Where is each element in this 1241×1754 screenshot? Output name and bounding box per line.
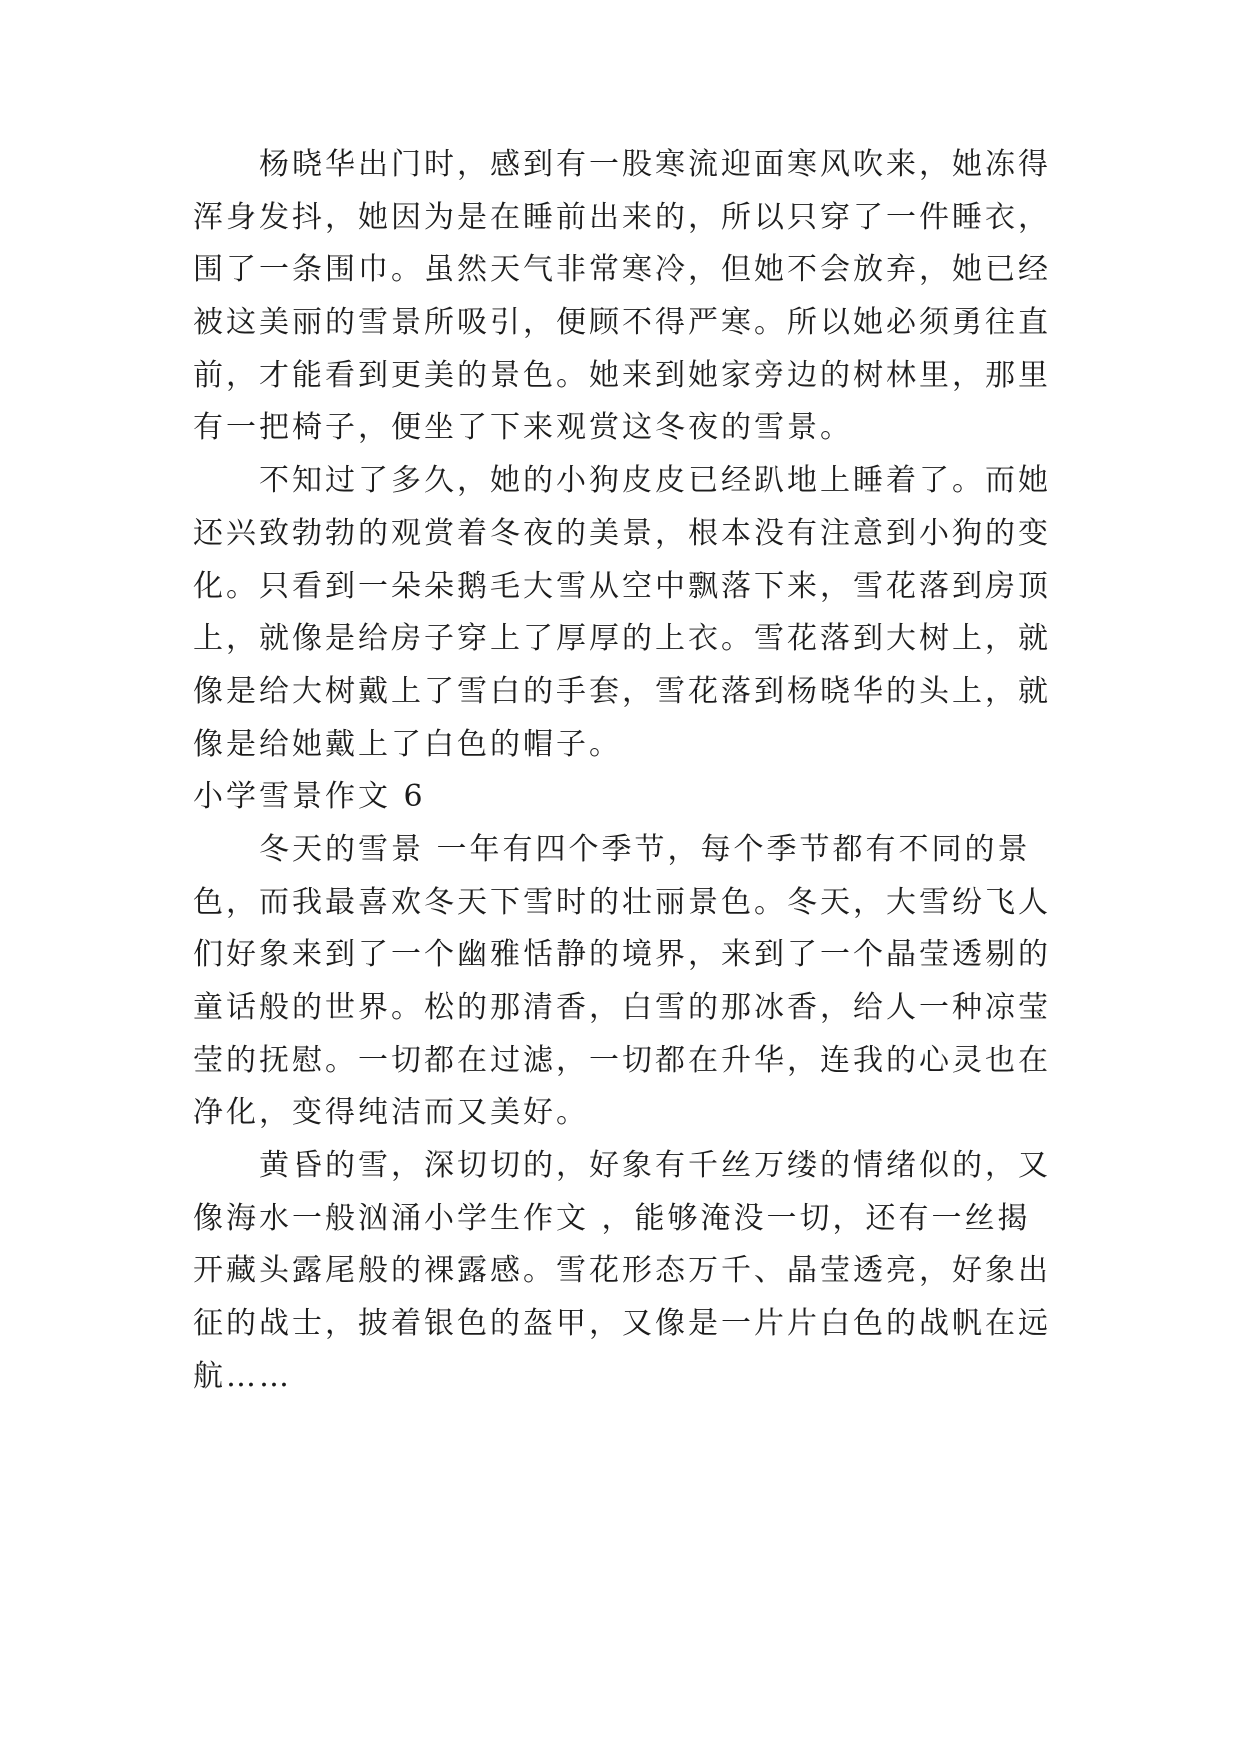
text-line: 莹的抚慰。一切都在过滤，一切都在升华，连我的心灵也在 <box>193 1042 1051 1078</box>
text-line: 色，而我最喜欢冬天下雪时的壮丽景色。冬天，大雪纷飞人 <box>193 884 1051 920</box>
text-line: 像海水一般汹涌小学生作文 ，能够淹没一切，还有一丝揭 <box>193 1200 1031 1236</box>
paragraph <box>193 1140 1073 1403</box>
text-line: 净化，变得纯洁而又美好。 <box>193 1095 589 1131</box>
text-line: 开藏头露尾般的裸露感。雪花形态万千、晶莹透亮，好象出 <box>193 1253 1051 1289</box>
text-line: 还兴致勃勃的观赏着冬夜的美景，根本没有注意到小狗的变 <box>193 515 1051 551</box>
text-line: 浑身发抖，她因为是在睡前出来的，所以只穿了一件睡衣， <box>193 199 1051 235</box>
text-line: 围了一条围巾。虽然天气非常寒冷，但她不会放弃，她已经 <box>193 252 1051 288</box>
text-line: 童话般的世界。松的那清香，白雪的那冰香，给人一种凉莹 <box>193 990 1051 1025</box>
text-line: 前，才能看到更美的景色。她来到她家旁边的树林里，那里 <box>193 357 1051 393</box>
text-line: 被这美丽的雪景所吸引，便顾不得严寒。所以她必须勇往直 <box>193 305 1051 341</box>
text-line: 杨晓华出门时，感到有一股寒流迎面寒风吹来，她冻得 <box>259 147 1051 182</box>
text-line: 有一把椅子，便坐了下来观赏这冬夜的雪景。 <box>193 410 853 446</box>
paragraph <box>193 824 1073 1140</box>
text-line: 上，就像是给房子穿上了厚厚的上衣。雪花落到大树上，就 <box>193 621 1051 657</box>
document-body <box>193 139 1073 1404</box>
section-heading <box>193 771 1073 824</box>
text-line: 们好象来到了一个幽雅恬静的境界，来到了一个晶莹透剔的 <box>193 937 1051 973</box>
paragraph <box>193 455 1073 771</box>
text-line: 冬天的雪景 一年有四个季节，每个季节都有不同的景 <box>259 831 1031 867</box>
text-line: 征的战士，披着银色的盔甲，又像是一片片白色的战帆在远 <box>193 1306 1051 1342</box>
text-line: 黄昏的雪，深切切的，好象有千丝万缕的情绪似的，又 <box>259 1148 1051 1184</box>
heading-text: 小学雪景作文 6 <box>193 779 426 815</box>
text-line: 像是给她戴上了白色的帽子。 <box>193 726 622 762</box>
text-line: 像是给大树戴上了雪白的手套，雪花落到杨晓华的头上，就 <box>193 673 1051 709</box>
text-line: 航…… <box>193 1358 292 1394</box>
paragraph <box>193 139 1073 455</box>
text-line: 化。只看到一朵朵鹅毛大雪从空中飘落下来，雪花落到房顶 <box>193 568 1051 604</box>
text-line: 不知过了多久，她的小狗皮皮已经趴地上睡着了。而她 <box>259 463 1051 499</box>
